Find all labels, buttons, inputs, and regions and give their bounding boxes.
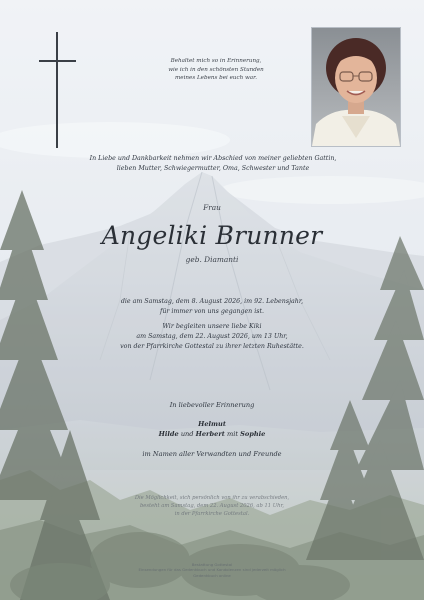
footer-line: Bestattung Gottestal xyxy=(191,562,233,567)
death-notice xyxy=(60,297,364,317)
mourner-name: Hilde xyxy=(158,430,179,438)
condolence-line: Die Möglichkeit, sich persönlich von ihr zu verabschieden, xyxy=(134,495,290,501)
mourner-name: Herbert xyxy=(195,430,225,438)
condolence-line: in der Pfarrkirche Gottestal. xyxy=(174,511,250,517)
memorial-quote xyxy=(130,57,302,83)
footer-line: Gedenkbuch online xyxy=(193,572,231,578)
intro-line: lieben Mutter, Schwiegermutter, Oma, Schwester und Tante xyxy=(116,165,310,172)
cross-horizontal-bar xyxy=(39,60,76,62)
intro-line: In Liebe und Dankbarkeit nehmen wir Abschied von meiner geliebten Gattin, xyxy=(89,155,337,162)
portrait-photo xyxy=(311,27,401,147)
death-line: die am Samstag, dem 8. August 2026, im 92. Lebensjahr, xyxy=(120,298,304,305)
funeral-home-footer xyxy=(110,562,314,578)
deceased-name: Angeliki Brunner xyxy=(101,221,323,250)
memory-heading: In liebevoller Erinnerung xyxy=(169,401,255,409)
funeral-line: von der Pfarrkirche Gottestal zu ihrer letzten Ruhestätte. xyxy=(120,343,304,350)
funeral-line: am Samstag, dem 22. August 2026, um 13 Uhr, xyxy=(136,333,288,340)
maiden-name: geb. Diamanti xyxy=(185,255,239,264)
cross-vertical-bar xyxy=(56,32,58,148)
mourner-name: Helmut xyxy=(198,420,226,428)
funeral-notice xyxy=(60,322,364,352)
mourner-family xyxy=(0,430,424,438)
funeral-line: Wir begleiten unsere liebe Kiki xyxy=(162,323,262,330)
intro-text xyxy=(40,154,386,174)
quote-line: Behaltet mich so in Erinnerung, xyxy=(170,58,262,64)
mourner-join: mit xyxy=(224,430,241,438)
quote-line: meines Lebens bei euch war. xyxy=(175,75,257,82)
mourner-primary xyxy=(0,420,424,428)
mourner-join: und xyxy=(178,430,196,438)
death-line: für immer von uns gegangen ist. xyxy=(159,308,265,315)
relatives-line: im Namen aller Verwandten und Freunde xyxy=(142,450,282,458)
footer-line: Einsendungen für das Gedenkbuch und Kondolenzen sind jederzeit möglich xyxy=(138,567,286,573)
mourner-name: Sophie xyxy=(240,430,266,438)
quote-line: wie ich in den schönsten Stunden xyxy=(168,66,264,73)
salutation: Frau xyxy=(203,203,221,212)
condolence-line: besteht am Samstag, dem 22. August 2026, ab 11 Uhr, xyxy=(139,503,285,509)
condolence-notice xyxy=(100,494,324,518)
